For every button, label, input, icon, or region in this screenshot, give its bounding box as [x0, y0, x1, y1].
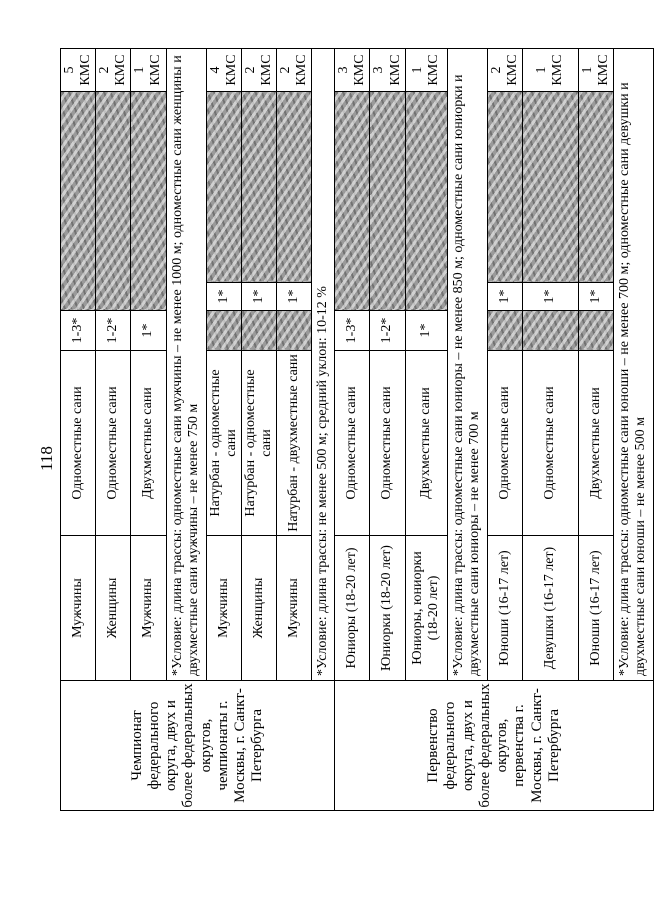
- discipline-cell: Двухместные сани: [131, 351, 166, 536]
- place-cell: 1*: [131, 311, 166, 351]
- shaded-cell: [61, 92, 96, 311]
- rank-cell: 3 КМС: [335, 49, 370, 92]
- discipline-cell: Одноместные сани: [61, 351, 96, 536]
- shaded-cell: [131, 92, 166, 311]
- discipline-cell: Натурбан - одноместные сани: [206, 351, 241, 536]
- condition-text: *Условие: длина трассы: одноместные сани мужчины – не менее 1000 м; одноместные сани женщины и двухместные сани мужчины – не менее 750 м: [166, 49, 206, 681]
- table-row: [335, 49, 370, 811]
- gender-cell: Юноши (16-17 лет): [487, 536, 522, 681]
- rank-cell: 1 КМС: [405, 49, 447, 92]
- gender-cell: Юноши (16-17 лет): [578, 536, 613, 681]
- discipline-cell: Одноместные сани: [335, 351, 370, 536]
- shaded-cell: [370, 92, 405, 311]
- condition-text: *Условие: длина трассы: не менее 500 м; средний уклон: 10-12 %: [312, 49, 335, 681]
- table-row: [61, 49, 96, 811]
- rank-cell: 1 КМС: [578, 49, 613, 92]
- gender-cell: Женщины: [241, 536, 276, 681]
- shaded-cell: [206, 92, 241, 283]
- place-cell: 1-2*: [370, 311, 405, 351]
- shaded-cell: [241, 92, 276, 283]
- rank-cell: 1 КМС: [522, 49, 578, 92]
- gender-cell: Мужчины: [131, 536, 166, 681]
- shaded-cell: [578, 92, 613, 283]
- shaded-cell: [96, 92, 131, 311]
- shaded-cell: [487, 92, 522, 283]
- place-cell: 1-3*: [335, 311, 370, 351]
- rank-cell: 2 КМС: [241, 49, 276, 92]
- discipline-cell: Двухместные сани: [405, 351, 447, 536]
- discipline-cell: Двухместные сани: [578, 351, 613, 536]
- event-cell: Первенство федерального округа, двух и более федеральных округов, первенства г. Москвы, г. Санкт-Петербурга: [335, 681, 654, 811]
- shaded-cell: [522, 311, 578, 351]
- shaded-cell: [276, 92, 311, 283]
- shaded-cell: [241, 311, 276, 351]
- rank-cell: 4 КМС: [206, 49, 241, 92]
- place-cell: 1*: [276, 283, 311, 311]
- shaded-cell: [578, 311, 613, 351]
- gender-cell: Юниоры (18-20 лет): [335, 536, 370, 681]
- gender-cell: Юниоры, юниорки (18-20 лет): [405, 536, 447, 681]
- place-cell: 1*: [578, 283, 613, 311]
- place-cell: 1*: [241, 283, 276, 311]
- condition-text: *Условие: длина трассы: одноместные сани юниоры – не менее 850 м; одноместные сани юниорки и двухместные сани юниоры – не менее 700 м: [447, 49, 487, 681]
- shaded-cell: [405, 92, 447, 311]
- gender-cell: Мужчины: [61, 536, 96, 681]
- shaded-cell: [206, 311, 241, 351]
- place-cell: 1*: [206, 283, 241, 311]
- place-cell: 1-2*: [96, 311, 131, 351]
- condition-text: *Условие: длина трассы: одноместные сани юноши – не менее 700 м; одноместные сани девушки и двухместные сани юноши – не менее 500 м: [613, 49, 653, 681]
- gender-cell: Женщины: [96, 536, 131, 681]
- place-cell: 1-3*: [61, 311, 96, 351]
- event-cell: Чемпионат федерального округа, двух и более федеральных округов, чемпионаты г. Москвы, г. Санкт-Петербурга: [61, 681, 335, 811]
- shaded-cell: [276, 311, 311, 351]
- shaded-cell: [335, 92, 370, 311]
- gender-cell: Мужчины: [206, 536, 241, 681]
- discipline-cell: Одноместные сани: [522, 351, 578, 536]
- rank-cell: 1 КМС: [131, 49, 166, 92]
- rank-cell: 2 КМС: [487, 49, 522, 92]
- place-cell: 1*: [522, 283, 578, 311]
- rank-cell: 2 КМС: [96, 49, 131, 92]
- discipline-cell: Одноместные сани: [370, 351, 405, 536]
- gender-cell: Мужчины: [276, 536, 311, 681]
- discipline-cell: Натурбан - двухместные сани: [276, 351, 311, 536]
- gender-cell: Юниорки (18-20 лет): [370, 536, 405, 681]
- rank-cell: 3 КМС: [370, 49, 405, 92]
- qualification-table: [60, 48, 654, 811]
- rank-cell: 2 КМС: [276, 49, 311, 92]
- discipline-cell: Одноместные сани: [487, 351, 522, 536]
- gender-cell: Девушки (16-17 лет): [522, 536, 578, 681]
- rank-cell: 5 КМС: [61, 49, 96, 92]
- discipline-cell: Натурбан - одноместные сани: [241, 351, 276, 536]
- place-cell: 1*: [487, 283, 522, 311]
- place-cell: 1*: [405, 311, 447, 351]
- shaded-cell: [487, 311, 522, 351]
- shaded-cell: [522, 92, 578, 283]
- discipline-cell: Одноместные сани: [96, 351, 131, 536]
- page-number: 118: [37, 446, 56, 471]
